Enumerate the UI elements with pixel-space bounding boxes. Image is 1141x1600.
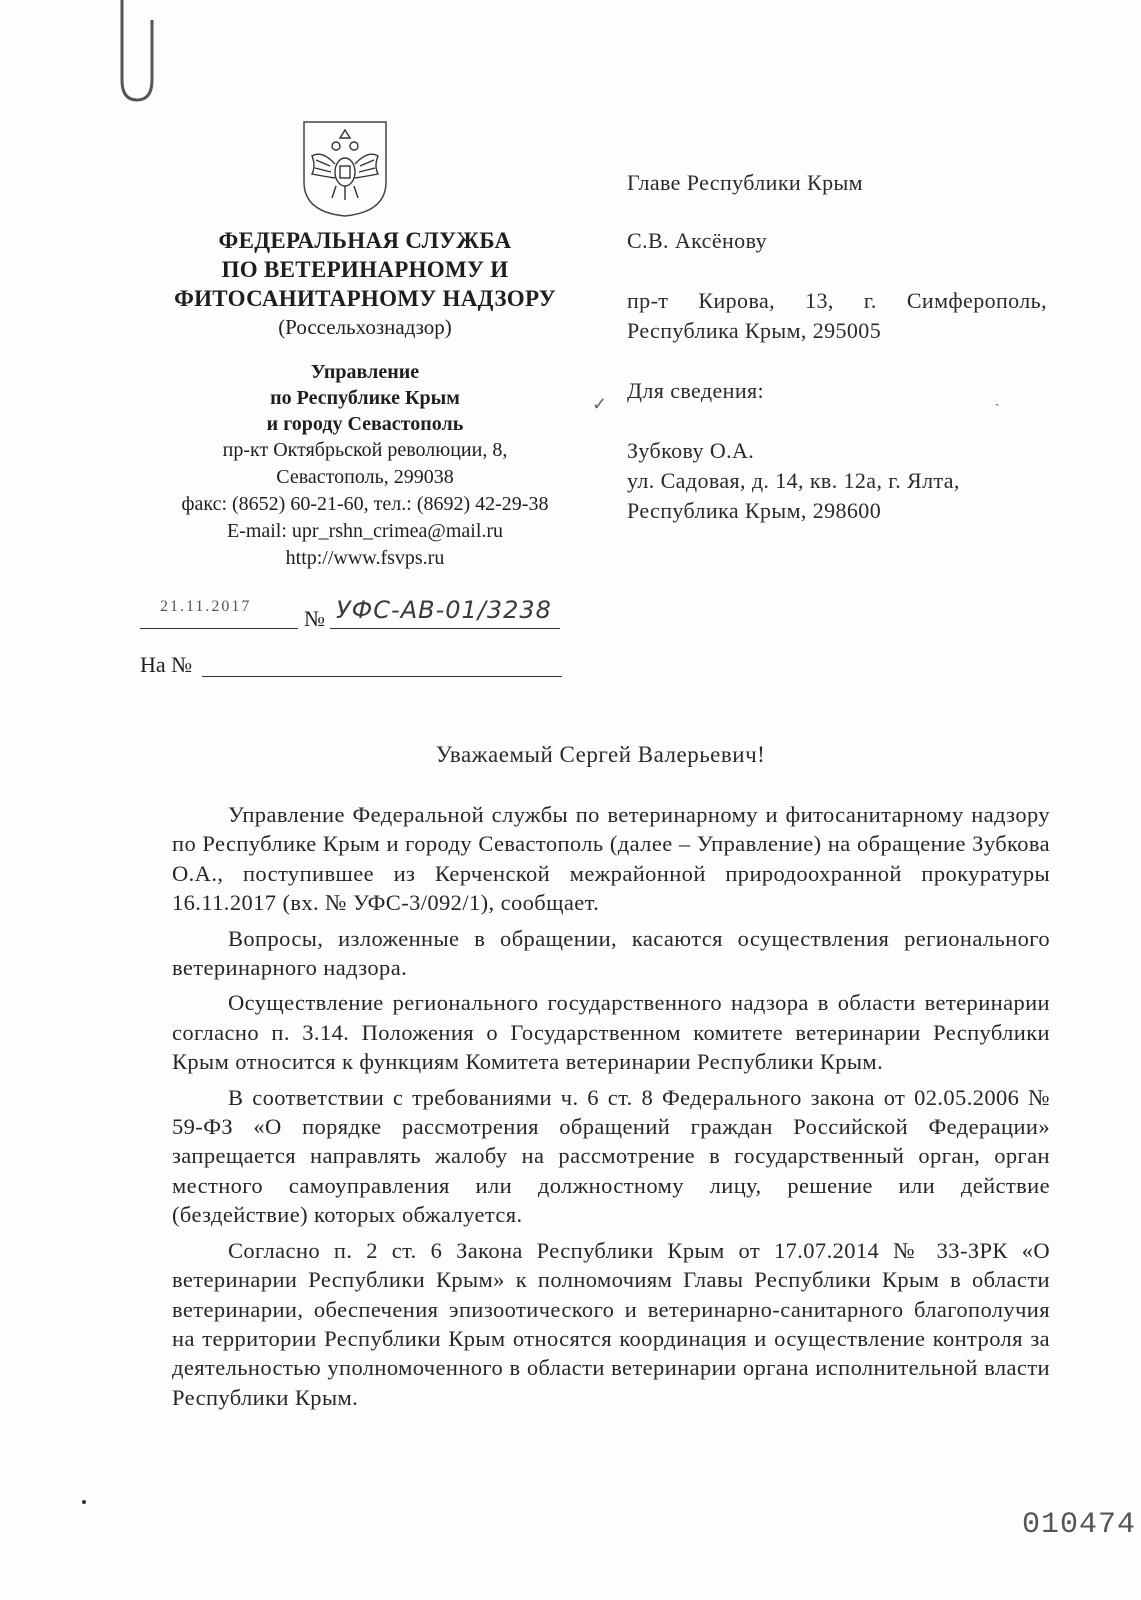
cc-address-line-1: ул. Садовая, д. 14, кв. 12а, г. Ялта,	[627, 468, 960, 493]
agency-name-line-3: ФИТОСАНИТАРНОМУ НАДЗОРУ	[174, 286, 556, 311]
salutation: Уважаемый Сергей Валерьевич!	[435, 742, 766, 767]
paper-clip-icon	[112, 0, 162, 105]
cc-name: Зубкову О.А.	[627, 438, 755, 463]
ink-dot-icon	[82, 1500, 86, 1504]
sender-address-line-2: Севастополь, 299038	[276, 466, 454, 488]
check-mark-icon: ✓	[592, 394, 608, 414]
date-underline	[140, 628, 298, 629]
outgoing-number: УФС-АВ-01/3238	[336, 596, 552, 624]
body-paragraph-2: Вопросы, изложенные в обращении, касаются осуществления регионального ветеринарного надзора.	[172, 925, 1050, 981]
agency-short-name: (Россельхознадзор)	[278, 315, 452, 339]
cc-address-line-2: Республика Крым, 298600	[627, 498, 882, 523]
division-name-line-3: и городу Севастополь	[266, 413, 464, 435]
addressee-address-line-2: Республика Крым, 295005	[627, 318, 882, 343]
body-paragraph-3: Осуществление регионального государственного надзора в области ветеринарии согласно п. 3.14. Положения о Государственном комитете ветеринарии Республики Крым относится к функциям Комитета ветеринарии Республики Крым.	[172, 990, 1050, 1075]
reply-to-label: На №	[140, 652, 193, 677]
sender-phone: факс: (8652) 60-21-60, тел.: (8692) 42-29-38	[181, 493, 549, 515]
number-underline	[330, 628, 560, 629]
addressee-position: Главе Республики Крым	[627, 170, 863, 195]
reply-to-underline	[202, 676, 562, 677]
cc-label: Для сведения:	[627, 378, 765, 403]
agency-name-line-1: ФЕДЕРАЛЬНАЯ СЛУЖБА	[218, 228, 512, 253]
ink-speck-icon: ˎ	[995, 392, 1000, 407]
sender-address-line-1: пр-кт Октябрьской революции, 8,	[222, 439, 508, 461]
outgoing-date: 21.11.2017	[160, 598, 252, 615]
reply-reference	[140, 652, 580, 682]
addressee-name: С.В. Аксёнову	[627, 228, 768, 253]
sender-block	[120, 226, 610, 572]
letter-body	[172, 800, 1050, 1412]
agency-name-line-2: ПО ВЕТЕРИНАРНОМУ И	[221, 257, 509, 282]
division-name-line-1: Управление	[310, 361, 420, 383]
number-sign: №	[304, 606, 325, 631]
addressee-address-line-1: пр-т Кирова, 13, г. Симферополь,	[627, 288, 1047, 313]
outgoing-registration	[140, 594, 580, 634]
coat-of-arms-emblem	[302, 120, 388, 218]
addressee-block	[627, 168, 1047, 526]
division-name-line-2: по Республике Крым	[270, 387, 460, 409]
sheet-number: 010474	[1022, 1508, 1137, 1542]
body-paragraph-5: Согласно п. 2 ст. 6 Закона Республики Крым от 17.07.2014 № 33-ЗРК «О ветеринарии Республики Крым» к полномочиям Главы Республики Крым в области ветеринарии, обеспечения эпизоотического и ветеринарно-санитарного благополучия на территории Республики Крым относятся координация и осуществление контроля за деятельностью уполномоченного в области ветеринарии органа исполнительной власти Республики Крым.	[172, 1237, 1050, 1410]
body-paragraph-4: В соответствии с требованиями ч. 6 ст. 8 Федерального закона от 02.05.2006 № 59-ФЗ «О порядке рассмотрения обращений граждан Российской Федерации» запрещается направлять жалобу на рассмотрение в государственный орган, орган местного самоуправления или должностному лицу, решение или действие (бездействие) которых обжалуется.	[172, 1084, 1050, 1228]
sender-email: E-mail: upr_rshn_crimea@mail.ru	[226, 520, 504, 542]
body-paragraph-1: Управление Федеральной службы по ветеринарному и фитосанитарному надзору по Республике Крым и городу Севастополь (далее – Управление) на обращение Зубкова О.А., поступившее из Керченской межрайонной природоохранной прокуратуры 16.11.2017 (вх. № УФС-3/092/1), сообщает.	[172, 802, 1050, 916]
sender-website: http://www.fsvps.ru	[285, 547, 445, 569]
